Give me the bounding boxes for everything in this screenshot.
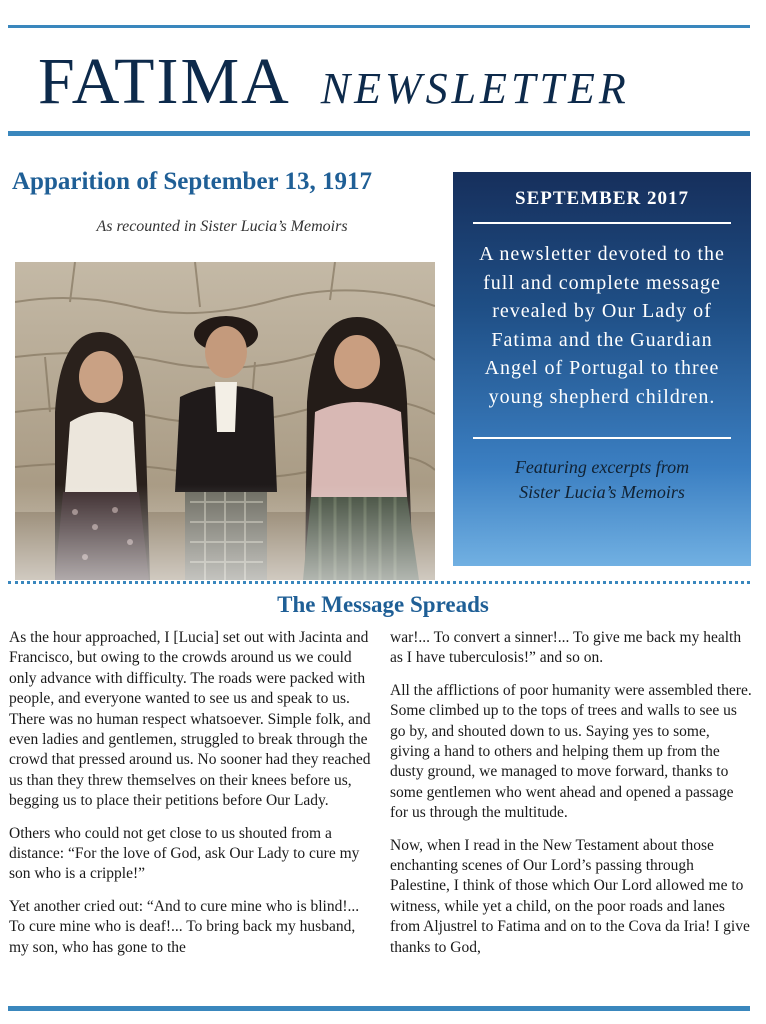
masthead-title: FATIMA [38,45,291,118]
issue-date: SEPTEMBER 2017 [515,188,689,209]
paragraph: Now, when I read in the New Testament about those enchanting scenes of Our Lord’s passing through Palestine, I think of those which Our Lord allowed me to witness, while yet a child, on the poor roads and lanes from Aljustrel to Fatima and on to the Cova da Iria! I give thanks to God, [390,836,750,956]
paragraph: As the hour approached, I [Lucia] set out with Jacinta and Francisco, but owing to the crowds around us we could only advance with difficulty. The roads were packed with people, and everyone wanted to see us and speak to us. There was no human respect whatsoever. Simple folk, and even ladies and gentlemen, struggled to break through the crowd that pressed around us. No sooner had they reached us than they threw themselves on their knees before us, begging us to place their petitions before Our Lady. [9,629,371,810]
paragraph: Yet another cried out: “And to cure mine who is blind!... To cure mine who is deaf!... To bring back my husband, my son, who has gone to the [9,897,360,956]
dotted-divider [8,581,750,584]
children-photo [15,262,435,580]
section-title: The Message Spreads [277,592,489,617]
article-title: Apparition of September 13, 1917 [12,168,372,195]
paragraph: Others who could not get close to us shouted from a distance: “For the love of God, ask Our Lady to cure my son who is a cripple!” [9,824,360,883]
newsletter-description: A newsletter devoted to the full and complete message revealed by Our Lady of Fatima and the Guardian Angel of Portugal to three young shepherd children. [479,243,725,408]
sidebar-divider-bottom [473,437,731,439]
featuring-line-2: Sister Lucia’s Memoirs [519,482,685,502]
sidebar-divider-top [473,222,731,224]
text-column-left [9,628,375,970]
article-subtitle: As recounted in Sister Lucia’s Memoirs [96,218,348,235]
children-photo-illustration [15,262,435,580]
masthead [38,40,630,124]
bottom-rule [8,1006,750,1011]
masthead-subtitle: NEWSLETTER [320,64,630,113]
top-rule-thin [8,25,750,28]
newsletter-info-box [453,172,751,566]
text-column-right [390,628,752,970]
paragraph: All the afflictions of poor humanity were assembled there. Some climbed up to the tops of trees and walls to see us go by, and shouted down to us. Saying yes to some, giving a hand to others and helping them up from the dusty ground, we managed to move forward, thanks to some gentlemen who went ahead and opened a passage for us through the multitude. [390,681,752,822]
featuring-note [453,455,751,505]
paragraph: war!... To convert a sinner!... To give me back my health as I have tuberculosis!” and so on. [390,629,742,667]
featuring-line-1: Featuring excerpts from [514,457,690,477]
top-rule-thick [8,131,750,136]
